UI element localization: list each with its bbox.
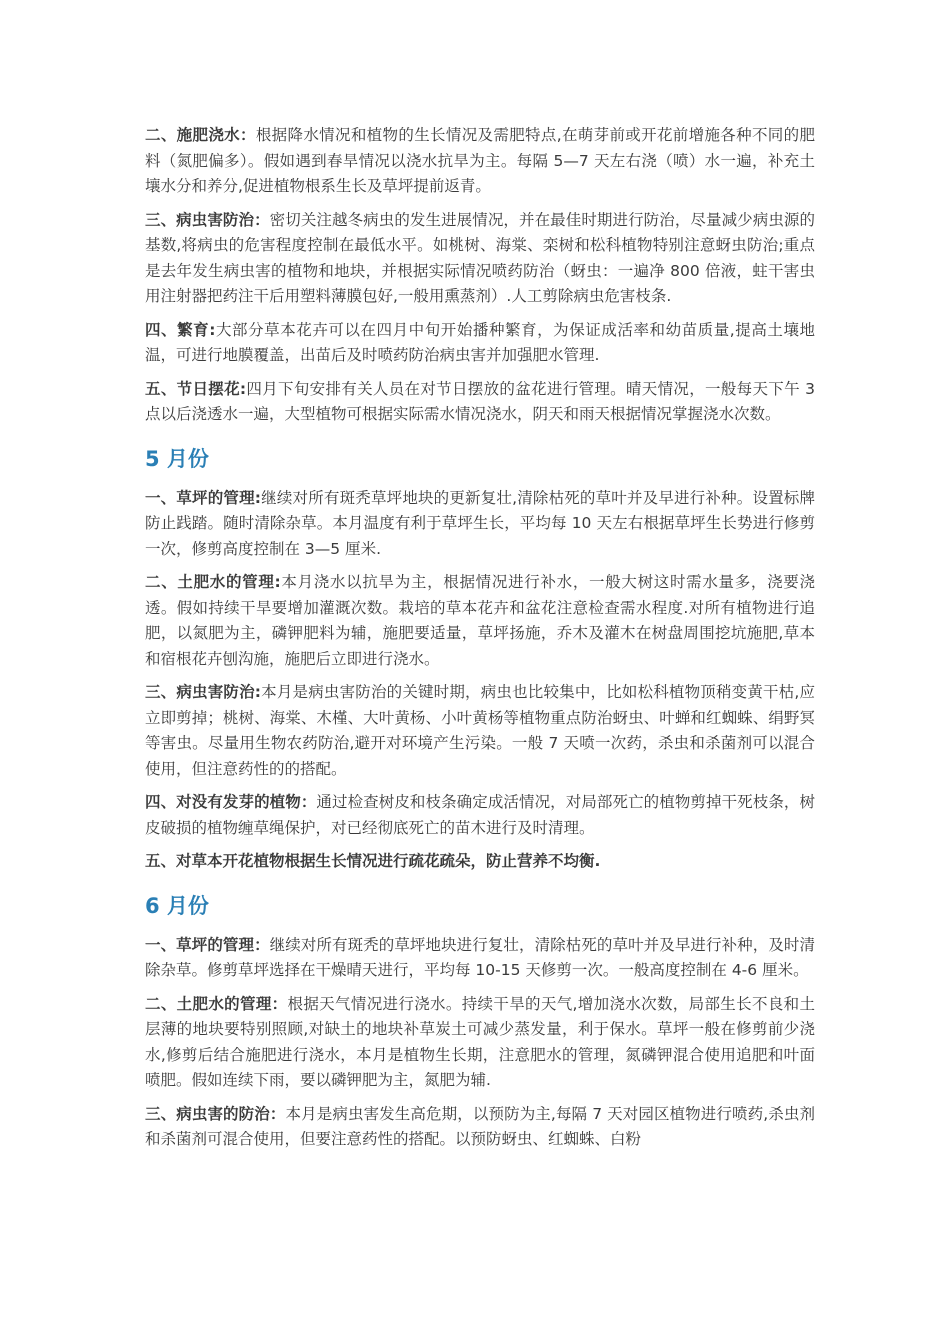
item-lead: 五、对草本开花植物根据生长情况进行疏花疏朵，防止营养不均衡. bbox=[145, 852, 601, 870]
item-lead: 二、施肥浇水： bbox=[145, 126, 256, 144]
item-text: 本月浇水以抗旱为主，根据情况进行补水，一般大树这时需水量多，浇要浇透。假如持续干旱要增加灌溉次数。栽培的草本花卉和盆花注意检查需水程度.对所有植物进行追肥，以氮肥为主，磷钾肥料为辅，施肥要适量，草坪扬施，乔木及灌木在树盘周围挖坑施肥,草本和宿根花卉刨沟施，施肥后立即进行浇水。 bbox=[145, 573, 815, 668]
section-heading-may: 5 月份 bbox=[145, 446, 209, 471]
item-text: 大部分草本花卉可以在四月中旬开始播种繁育，为保证成活率和幼苗质量,提高土壤地温，可进行地膜覆盖，出苗后及时喷药防治病虫害并加强肥水管理. bbox=[145, 320, 816, 364]
may-item-4 bbox=[145, 790, 815, 841]
may-item-1 bbox=[145, 486, 815, 563]
item-lead: 二、土肥水的管理： bbox=[145, 994, 288, 1013]
document-page bbox=[145, 123, 815, 1161]
item-lead: 三、病虫害防治： bbox=[145, 210, 270, 229]
item-lead: 四、繁育: bbox=[145, 320, 216, 339]
may-item-2 bbox=[145, 570, 815, 672]
item-text: 本月是病虫害发生高危期，以预防为主,每隔 7 天对园区植物进行喷药,杀虫剂和杀菌剂可混合使用，但要注意药性的搭配。以预防蚜虫、红蜘蛛、白粉 bbox=[145, 1104, 815, 1148]
april-item-5 bbox=[145, 377, 815, 428]
june-item-3 bbox=[145, 1102, 815, 1153]
item-lead: 三、病虫害的防治： bbox=[145, 1104, 286, 1123]
june-item-2 bbox=[145, 992, 815, 1094]
item-text: 本月是病虫害防治的关键时期，病虫也比较集中，比如松科植物顶稍变黄干枯,应立即剪掉；桃树、海棠、木槿、大叶黄杨、小叶黄杨等植物重点防治蚜虫、叶蝉和红蜘蛛、绢野冥等害虫。尽量用生物农药防治,避开对环境产生污染。一般 7 天喷一次药，杀虫和杀菌剂可以混合使用，但注意药性的的搭配。 bbox=[145, 683, 815, 778]
april-item-3 bbox=[145, 208, 815, 310]
item-text: 四月下旬安排有关人员在对节日摆放的盆花进行管理。晴天情况，一般每天下午 3 点以后浇透水一遍，大型植物可根据实际需水情况浇水，阴天和雨天根据情况掌握浇水次数。 bbox=[145, 379, 816, 423]
item-text: 根据降水情况和植物的生长情况及需肥特点,在萌芽前或开花前增施各种不同的肥料（氮肥偏多）。假如遇到春旱情况以浇水抗旱为主。每隔 5—7 天左右浇（喷）水一遍，补充土壤水分和养分,促进植物根系生长及草坪提前返青。 bbox=[145, 126, 815, 195]
item-lead: 五、节日摆花: bbox=[145, 379, 247, 398]
item-text: 继续对所有斑秃的草坪地块进行复壮，清除枯死的草叶并及早进行补种，及时清除杂草。修剪草坪选择在干燥晴天进行，平均每 10-15 天修剪一次。一般高度控制在 4-6 厘米。 bbox=[145, 935, 815, 979]
item-lead: 四、对没有发芽的植物： bbox=[145, 793, 317, 811]
section-heading-june: 6 月份 bbox=[145, 893, 209, 918]
june-item-1 bbox=[145, 933, 815, 984]
item-text: 密切关注越冬病虫的发生进展情况，并在最佳时期进行防治，尽量减少病虫源的基数,将病虫的危害程度控制在最低水平。如桃树、海棠、栾树和松科植物特别注意蚜虫防治;重点是去年发生病虫害的植物和地块，并根据实际情况喷药防治（蚜虫：一遍净 800 倍液，蛀干害虫用注射器把药注干后用塑料薄膜包好,一般用熏蒸剂）.人工剪除病虫危害枝条. bbox=[145, 210, 815, 305]
item-lead: 一、草坪的管理： bbox=[145, 935, 270, 954]
may-item-3 bbox=[145, 680, 815, 782]
april-item-4 bbox=[145, 318, 815, 369]
item-lead: 二、土肥水的管理: bbox=[145, 573, 281, 591]
item-lead: 三、病虫害防治: bbox=[145, 683, 261, 701]
april-item-2 bbox=[145, 123, 815, 200]
item-text: 通过检查树皮和枝条确定成活情况，对局部死亡的植物剪掉干死枝条，树皮破损的植物缠草绳保护，对已经彻底死亡的苗木进行及时清理。 bbox=[145, 793, 815, 837]
may-item-5 bbox=[145, 849, 815, 875]
item-text: 继续对所有斑秃草坪地块的更新复壮,清除枯死的草叶并及早进行补种。设置标牌防止践踏。随时清除杂草。本月温度有利于草坪生长，平均每 10 天左右根据草坪生长势进行修剪一次，修剪高度控制在 3—5 厘米. bbox=[145, 488, 815, 558]
item-lead: 一、草坪的管理: bbox=[145, 488, 261, 507]
item-text: 根据天气情况进行浇水。持续干旱的天气,增加浇水次数，局部生长不良和土层薄的地块要特别照顾,对缺土的地块补草炭土可减少蒸发量，利于保水。草坪一般在修剪前少浇水,修剪后结合施肥进行浇水，本月是植物生长期，注意肥水的管理，氮磷钾混合使用追肥和叶面喷肥。假如连续下雨，要以磷钾肥为主，氮肥为辅. bbox=[145, 994, 815, 1089]
